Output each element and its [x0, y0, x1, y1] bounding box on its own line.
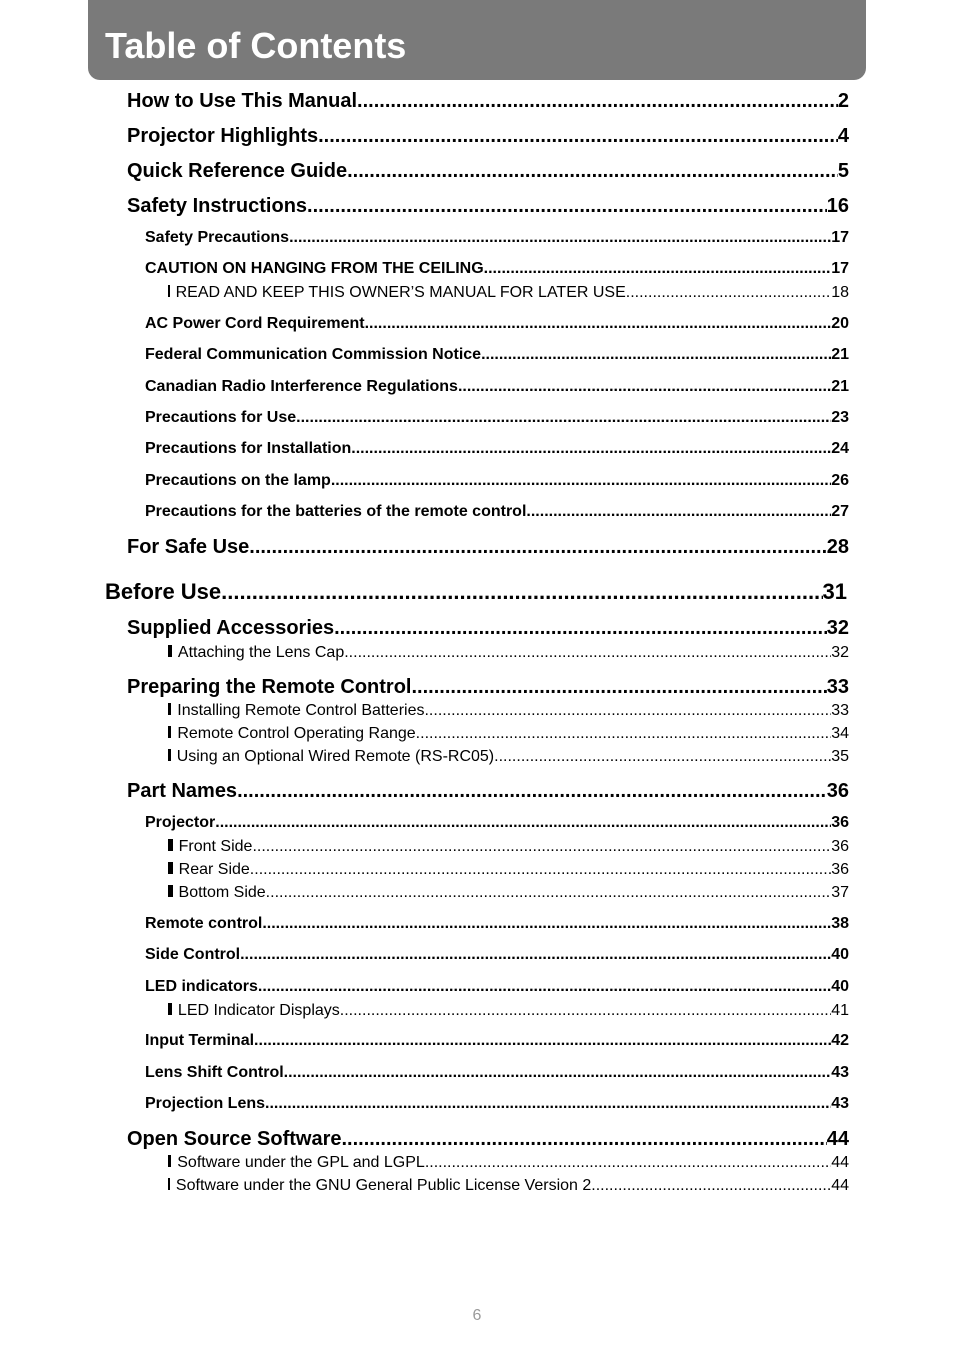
toc-leader-dots	[284, 1064, 832, 1082]
toc-leader-dots	[237, 780, 827, 803]
toc-entry-title: AC Power Cord Requirement	[145, 315, 365, 332]
toc-entry-page: 41	[831, 1002, 849, 1019]
toc-entry[interactable]	[127, 536, 849, 559]
toc-entry-title: Side Control	[145, 946, 241, 963]
toc-leader-dots	[331, 472, 831, 490]
bullet-square-icon	[168, 285, 170, 297]
toc-entry[interactable]	[127, 676, 849, 699]
toc-entry-page: 16	[826, 195, 849, 217]
toc-leader-dots	[215, 814, 831, 832]
toc-leader-dots	[424, 702, 831, 720]
bullet-square-icon	[168, 862, 173, 874]
toc-entry-title: Safety Precautions	[145, 229, 290, 246]
toc-entry-title: Software under the GPL and LGPL	[177, 1154, 425, 1171]
toc-entry-title: Projector Highlights	[127, 125, 319, 147]
toc-entry[interactable]	[127, 780, 849, 803]
toc-leader-dots	[318, 125, 838, 148]
toc-entry[interactable]	[168, 644, 849, 662]
toc-entry[interactable]	[145, 978, 849, 996]
toc-entry-page: 32	[826, 617, 849, 639]
toc-entry-page: 23	[831, 409, 849, 426]
toc-entry[interactable]	[168, 1177, 849, 1195]
toc-entry-title: READ AND KEEP THIS OWNER’S MANUAL FOR LATER USE.	[175, 284, 631, 301]
toc-leader-dots	[262, 915, 831, 933]
toc-entry-page: 38	[831, 915, 849, 932]
toc-leader-dots	[425, 1154, 831, 1172]
toc-entry-page: 32	[831, 644, 849, 661]
bullet-square-icon	[168, 1178, 170, 1190]
toc-entry-page: 21	[831, 346, 849, 363]
toc-entry-title: Installing Remote Control Batteries	[177, 702, 425, 719]
toc-entry[interactable]	[168, 884, 849, 902]
toc-entry-page: 36	[826, 780, 849, 802]
bullet-square-icon	[168, 1003, 172, 1015]
toc-entry-page: 42	[831, 1032, 849, 1049]
toc-leader-dots	[265, 1095, 831, 1113]
toc-leader-dots	[266, 884, 832, 902]
toc-entry-title: Lens Shift Control	[145, 1064, 284, 1081]
toc-entry-title: LED indicators	[145, 978, 258, 995]
toc-leader-dots	[221, 579, 822, 605]
toc-entry-title: Remote control	[145, 915, 263, 932]
toc-entry[interactable]	[145, 503, 849, 521]
toc-entry-page: 34	[831, 725, 849, 742]
toc-entry-page: 44	[831, 1154, 849, 1171]
toc-entry[interactable]	[145, 346, 849, 364]
bullet-square-icon	[168, 1155, 171, 1167]
toc-entry-page: 17	[831, 260, 849, 277]
toc-entry-title: Projector	[145, 814, 216, 831]
toc-leader-dots	[481, 346, 831, 364]
toc-entry[interactable]	[168, 725, 849, 743]
toc-leader-dots	[484, 260, 832, 278]
toc-entry[interactable]	[127, 160, 849, 183]
toc-entry-title: Input Terminal	[145, 1032, 255, 1049]
toc-entry-page: 27	[831, 503, 849, 520]
toc-entry-page: 4	[837, 125, 849, 147]
toc-entry[interactable]	[168, 702, 849, 720]
toc-entry[interactable]	[168, 748, 849, 766]
bullet-square-icon	[168, 645, 172, 657]
toc-entry[interactable]	[145, 378, 849, 396]
bullet-square-icon	[168, 885, 173, 897]
toc-entry[interactable]	[168, 1002, 849, 1020]
toc-entry-page: 18	[831, 284, 849, 301]
toc-entry-title: Front Side	[178, 838, 253, 855]
toc-entry-title: Open Source Software	[127, 1128, 342, 1150]
toc-entry-title: Supplied Accessories	[127, 617, 335, 639]
toc-entry-page: 37	[831, 884, 849, 901]
toc-entry[interactable]	[145, 440, 849, 458]
toc-entry[interactable]	[145, 1032, 849, 1050]
toc-leader-dots	[334, 617, 827, 640]
toc-entry-title: Canadian Radio Interference Regulations	[145, 378, 458, 395]
toc-entry[interactable]	[145, 1095, 849, 1113]
toc-leader-dots	[526, 503, 831, 521]
toc-entry[interactable]	[168, 1154, 849, 1172]
toc-entry-title: Part Names	[127, 780, 238, 802]
toc-entry-title: Projection Lens	[145, 1095, 266, 1112]
toc-entry-page: 44	[831, 1177, 849, 1194]
bullet-square-icon	[168, 839, 173, 851]
toc-entry-page: 35	[831, 748, 849, 765]
bullet-square-icon	[168, 749, 171, 761]
toc-leader-dots	[630, 284, 831, 302]
toc-leader-dots	[342, 1128, 827, 1151]
toc-entry-title: Federal Communication Commission Notice	[145, 346, 482, 363]
toc-entry-page: 31	[822, 579, 847, 604]
toc-leader-dots	[252, 838, 831, 856]
toc-entry-page: 33	[831, 702, 849, 719]
page-title: Table of Contents	[105, 25, 407, 66]
toc-entry-title: Precautions for Use	[145, 409, 297, 426]
toc-entry-title: Preparing the Remote Control	[127, 676, 412, 698]
toc-leader-dots	[365, 315, 832, 333]
toc-entry-page: 44	[826, 1128, 849, 1150]
toc-entry-page: 5	[837, 160, 849, 182]
toc-entry[interactable]	[105, 579, 847, 605]
toc-entry-title: Before Use	[105, 579, 222, 604]
toc-leader-dots	[340, 1002, 831, 1020]
toc-entry-page: 43	[831, 1064, 849, 1081]
toc-entry[interactable]	[127, 617, 849, 640]
toc-entry-title: For Safe Use	[127, 536, 250, 558]
toc-leader-dots	[249, 536, 826, 559]
toc-leader-dots	[258, 978, 831, 996]
toc-entry[interactable]	[168, 838, 849, 856]
toc-entry[interactable]	[145, 946, 849, 964]
toc-entry[interactable]	[127, 1128, 849, 1151]
toc-entry-title: Quick Reference Guide	[127, 160, 348, 182]
toc-entry[interactable]	[145, 915, 849, 933]
toc-leader-dots	[240, 946, 831, 964]
toc-entry-page: 40	[831, 978, 849, 995]
toc-entry[interactable]	[145, 472, 849, 490]
toc-leader-dots	[494, 748, 831, 766]
toc-entry-title: Rear Side	[178, 861, 250, 878]
toc-entry-title: Precautions on the lamp	[145, 472, 331, 489]
toc-leader-dots	[357, 90, 838, 113]
toc-entry[interactable]	[145, 1064, 849, 1082]
toc-entry-page: 2	[837, 90, 849, 112]
toc-entry-page: 43	[831, 1095, 849, 1112]
toc-leader-dots	[254, 1032, 831, 1050]
toc-entry-title: Precautions for the batteries of the remote control	[145, 503, 527, 520]
toc-entry[interactable]	[145, 315, 849, 333]
toc-entry-page: 36	[831, 861, 849, 878]
toc-entry-title: Bottom Side	[178, 884, 266, 901]
toc-entry-title: Using an Optional Wired Remote (RS-RC05)	[176, 748, 495, 765]
toc-leader-dots	[591, 1177, 831, 1195]
toc-entry[interactable]	[145, 229, 849, 247]
toc-leader-dots	[344, 644, 831, 662]
toc-entry-title: Software under the GNU General Public License Version 2	[175, 1177, 592, 1194]
toc-entry[interactable]	[168, 861, 849, 879]
toc-leader-dots	[307, 195, 827, 218]
toc-entry[interactable]	[145, 260, 849, 278]
toc-entry-page: 36	[831, 838, 849, 855]
toc-entry-title: Precautions for Installation	[145, 440, 352, 457]
bullet-square-icon	[168, 703, 171, 715]
toc-entry-page: 17	[831, 229, 849, 246]
toc-entry-title: How to Use This Manual	[127, 90, 358, 112]
toc-leader-dots	[416, 725, 832, 743]
toc-entry[interactable]	[145, 409, 849, 427]
toc-entry[interactable]	[127, 125, 849, 148]
toc-entry[interactable]	[127, 195, 849, 218]
toc-leader-dots	[458, 378, 831, 396]
toc-entry-page: 28	[826, 536, 849, 558]
toc-leader-dots	[347, 160, 838, 183]
toc-entry[interactable]	[145, 814, 849, 832]
toc-entry-title: LED Indicator Displays	[177, 1002, 340, 1019]
toc-entry-page: 21	[831, 378, 849, 395]
toc-entry-page: 36	[831, 814, 849, 831]
toc-entry-title: CAUTION ON HANGING FROM THE CEILING	[145, 260, 484, 277]
toc-entry-page: 40	[831, 946, 849, 963]
toc-leader-dots	[250, 861, 831, 879]
bullet-square-icon	[168, 726, 171, 738]
toc-entry[interactable]	[168, 284, 849, 302]
toc-leader-dots	[411, 676, 826, 699]
toc-entry-title: Attaching the Lens Cap	[177, 644, 345, 661]
page-number: 6	[472, 1307, 482, 1324]
toc-entry-page: 20	[831, 315, 849, 332]
toc-entry-title: Remote Control Operating Range	[177, 725, 416, 742]
toc-leader-dots	[289, 229, 831, 247]
toc-entry-title: Safety Instructions	[127, 195, 308, 217]
toc-entry-page: 26	[831, 472, 849, 489]
toc-entry-page: 24	[831, 440, 849, 457]
toc-entry-page: 33	[826, 676, 849, 698]
toc-entry[interactable]	[127, 90, 849, 113]
toc-leader-dots	[351, 440, 831, 458]
toc-leader-dots	[296, 409, 831, 427]
